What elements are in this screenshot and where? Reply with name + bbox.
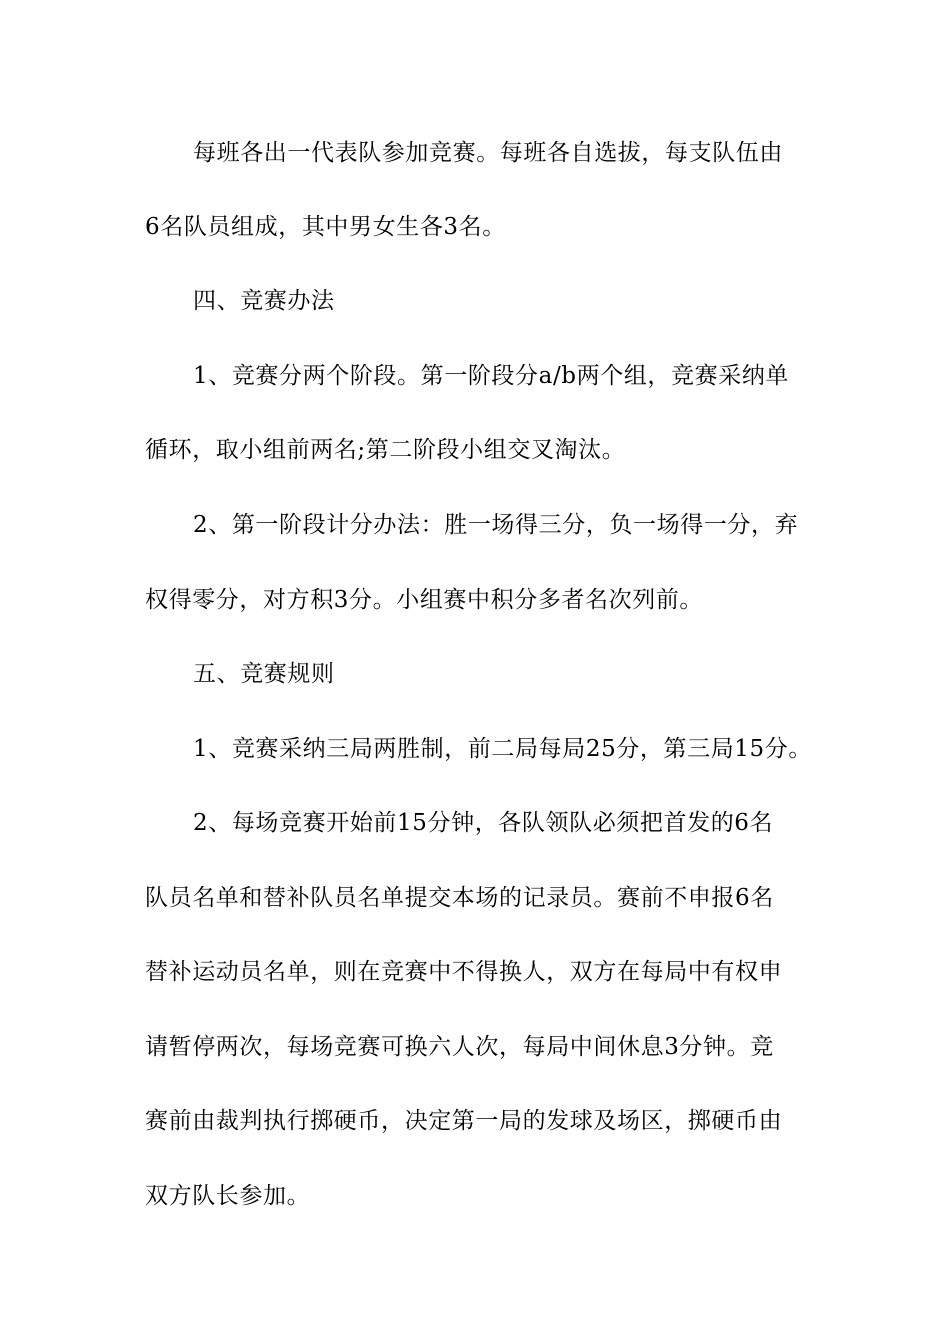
paragraph-line-6: 2、第一阶段计分办法：胜一场得三分，负一场得一分，弃 <box>193 512 799 538</box>
section-heading-competition-method: 四、竞赛办法 <box>193 288 335 314</box>
paragraph-line-14: 赛前由裁判执行掷硬币，决定第一局的发球及场区，掷硬币由 <box>145 1108 783 1134</box>
section-heading-competition-rules: 五、竞赛规则 <box>193 661 335 687</box>
paragraph-line-15: 双方队长参加。 <box>145 1183 311 1209</box>
paragraph-line-7: 权得零分，对方积3分。小组赛中积分多者名次列前。 <box>145 587 704 613</box>
paragraph-line-12: 替补运动员名单，则在竞赛中不得换人，双方在每局中有权申 <box>145 959 783 985</box>
paragraph-line-9: 1、竞赛采纳三局两胜制，前二局每局25分，第三局15分。 <box>193 736 812 762</box>
paragraph-line-13: 请暂停两次，每场竞赛可换六人次，每局中间休息3分钟。竞 <box>145 1034 774 1060</box>
paragraph-line-1: 每班各出一代表队参加竞赛。每班各自选拔，每支队伍由 <box>193 140 783 166</box>
paragraph-line-4: 1、竞赛分两个阶段。第一阶段分a/b两个组，竞赛采纳单 <box>193 363 790 389</box>
paragraph-line-2: 6名队员组成，其中男女生各3名。 <box>145 214 506 240</box>
paragraph-line-10: 2、每场竞赛开始前15分钟，各队领队必须把首发的6名 <box>193 810 774 836</box>
paragraph-line-11: 队员名单和替补队员名单提交本场的记录员。赛前不申报6名 <box>145 885 774 911</box>
paragraph-line-5: 循环，取小组前两名;第二阶段小组交叉淘汰。 <box>145 437 626 463</box>
